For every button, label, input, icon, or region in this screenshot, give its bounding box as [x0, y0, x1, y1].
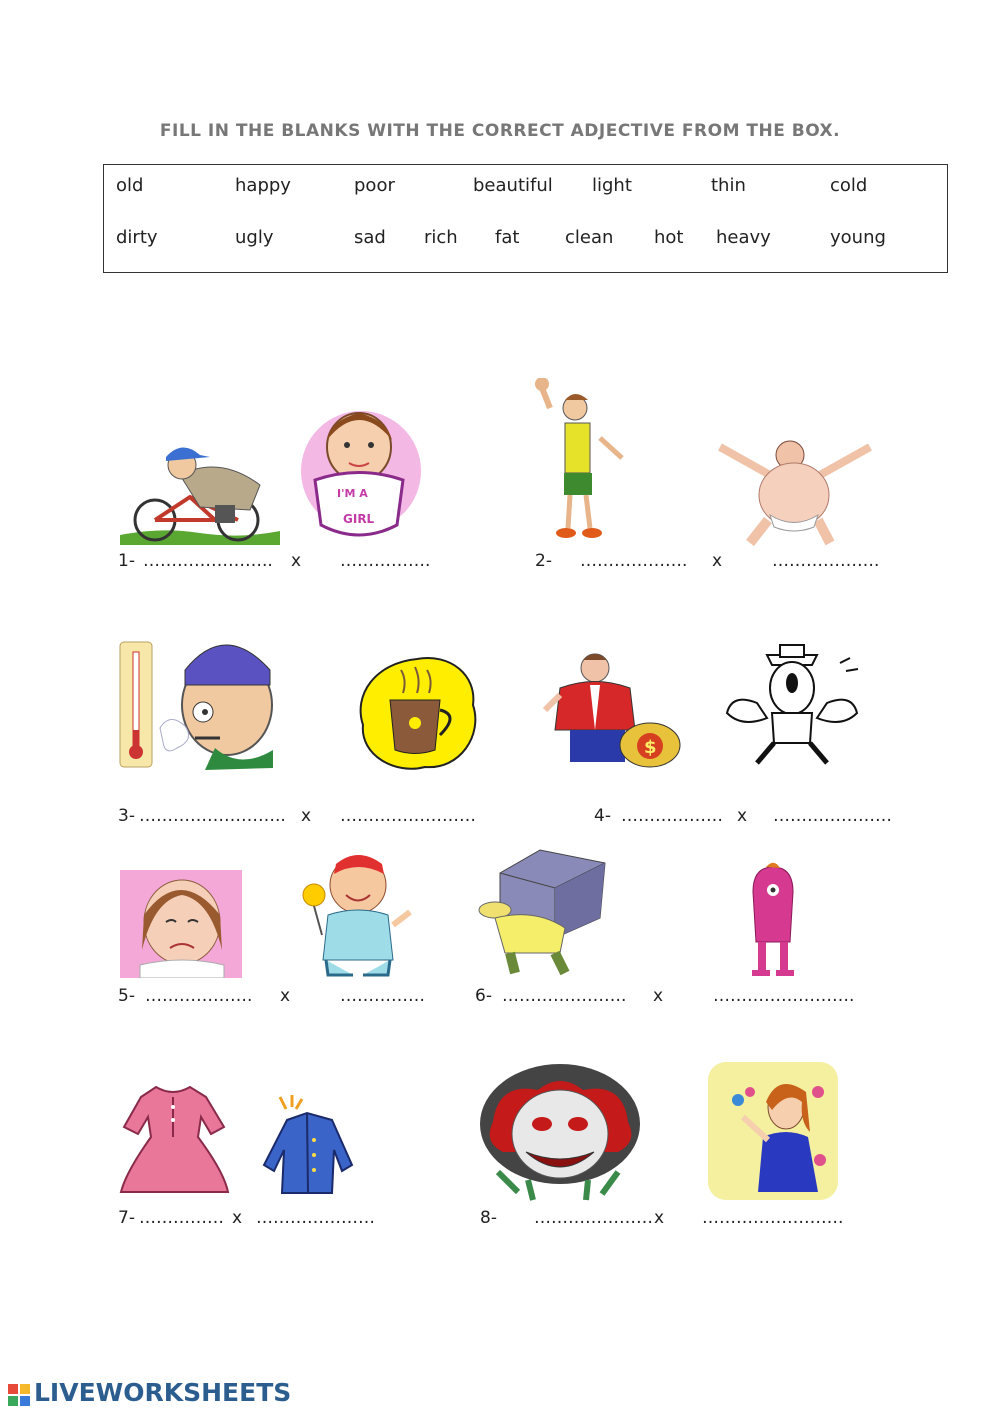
exercise-5-blank-a[interactable]: ………………. [145, 986, 253, 1006]
word-rich: rich [424, 227, 458, 248]
word-beautiful: beautiful [473, 175, 553, 196]
exercise-1-versus: x [291, 551, 302, 571]
cold-man-picture [115, 630, 280, 772]
hot-drink-picture [355, 655, 480, 773]
footer-brand[interactable]: LIVEWORKSHEETS [34, 1378, 292, 1407]
sad-child-picture [120, 870, 242, 978]
beautiful-woman-picture [708, 1062, 838, 1200]
exercise-4-blank-a[interactable]: ……………… [621, 806, 723, 826]
exercise-3-blank-a[interactable]: …………………….. [139, 806, 286, 826]
heavy-box-man-picture [475, 848, 615, 978]
exercise-6-number: 6- [475, 986, 492, 1006]
ugly-clown-picture [478, 1062, 643, 1202]
exercise-7-number: 7- [118, 1208, 135, 1228]
exercise-8-blank-b[interactable]: ……………………. [702, 1208, 844, 1228]
exercise-5-number: 5- [118, 986, 135, 1006]
old-man-bicycle-picture [120, 435, 280, 545]
exercise-2-versus: x [712, 551, 723, 571]
word-cold: cold [830, 175, 868, 196]
baby-girl-picture [297, 405, 425, 543]
exercise-6-blank-b[interactable]: ……………………. [713, 986, 855, 1006]
exercise-3-blank-b[interactable]: …………………… [340, 806, 476, 826]
exercise-4-blank-b[interactable]: ………………… [773, 806, 892, 826]
exercise-7-versus: x [232, 1208, 243, 1228]
exercise-2-number: 2- [535, 551, 552, 571]
fat-man-picture [710, 435, 880, 547]
exercise-1-blank-b[interactable]: ……………. [340, 551, 431, 571]
dirty-jacket-picture [262, 1095, 357, 1197]
exercise-8-versus: x [654, 1208, 665, 1228]
exercise-3-number: 3- [118, 806, 135, 826]
exercise-2-blank-a[interactable]: ………………. [580, 551, 688, 571]
exercise-5-blank-b[interactable]: …………… [340, 986, 425, 1006]
bib-text-line1: I'M A [337, 487, 368, 500]
word-box [103, 164, 948, 273]
word-hot: hot [654, 227, 684, 248]
exercise-1-number: 1- [118, 551, 135, 571]
exercise-5-versus: x [280, 986, 291, 1006]
exercise-7-blank-a[interactable]: …………… [139, 1208, 224, 1228]
word-dirty: dirty [116, 227, 158, 248]
word-ugly: ugly [235, 227, 274, 248]
word-happy: happy [235, 175, 291, 196]
exercise-4-number: 4- [594, 806, 611, 826]
happy-baby-picture [298, 850, 416, 980]
exercise-3-versus: x [301, 806, 312, 826]
money-symbol: $ [644, 737, 657, 758]
exercise-1-blank-a[interactable]: ………………….. [143, 551, 273, 571]
liveworksheets-logo-icon [8, 1384, 30, 1406]
word-clean: clean [565, 227, 614, 248]
clean-dress-picture [116, 1082, 231, 1194]
exercise-6-versus: x [653, 986, 664, 1006]
word-light: light [592, 175, 632, 196]
word-fat: fat [495, 227, 520, 248]
rich-man-picture [535, 650, 685, 770]
word-thin: thin [711, 175, 746, 196]
exercise-7-blank-b[interactable]: ………………… [256, 1208, 375, 1228]
exercise-8-blank-a[interactable]: ………………… [534, 1208, 653, 1228]
exercise-8-number: 8- [480, 1208, 497, 1228]
exercise-6-blank-a[interactable]: …………………. [502, 986, 627, 1006]
bib-text-line2: GIRL [343, 512, 375, 526]
word-sad: sad [354, 227, 386, 248]
word-heavy: heavy [716, 227, 771, 248]
thin-man-picture [530, 378, 630, 543]
exercise-2-blank-b[interactable]: ………………. [772, 551, 880, 571]
word-young: young [830, 227, 886, 248]
exercise-4-versus: x [737, 806, 748, 826]
worksheet-instruction: FILL IN THE BLANKS WITH THE CORRECT ADJECTIVE FROM THE BOX. [159, 121, 841, 141]
light-figure-picture [738, 862, 808, 980]
poor-man-picture [712, 643, 872, 768]
word-old: old [116, 175, 144, 196]
word-poor: poor [354, 175, 395, 196]
